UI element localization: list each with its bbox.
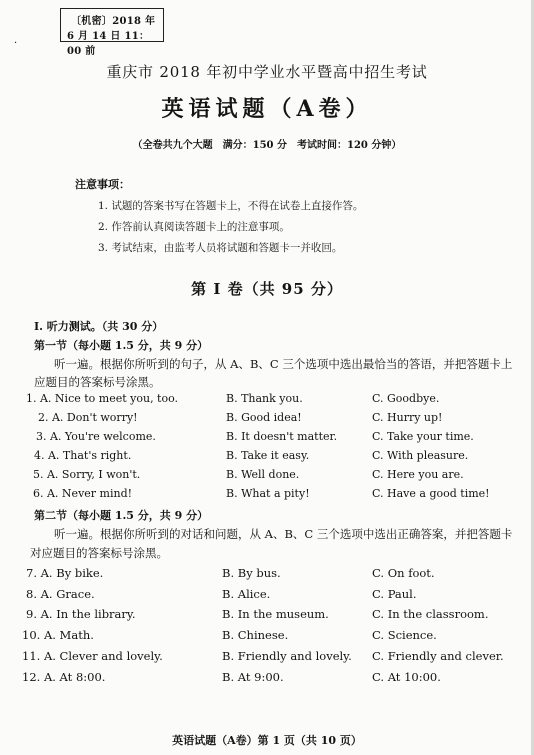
option-c: C. Take your time. [372, 430, 474, 443]
option-b: B. At 9:00. [222, 670, 284, 684]
notice-item-1: 1. 试题的答案书写在答题卡上，不得在试卷上直接作答。 [98, 200, 364, 212]
section-2-instruction: 听一遍。根据你所听到的对话和问题，从 A、B、C 三个选项中选出正确答案，并把答题卡 [54, 527, 513, 541]
option-c: C. With pleasure. [372, 449, 469, 462]
part-title: 第 Ⅰ 卷（共 95 分） [191, 280, 343, 298]
option-b: B. By bus. [222, 566, 281, 580]
confidential-line-2: 6 月 14 日 11：00 前 [67, 31, 150, 57]
option-c: C. At 10:00. [372, 670, 441, 684]
option-c: C. Here you are. [372, 468, 464, 481]
option-a: 7. A. By bike. [26, 566, 104, 580]
option-b: B. Thank you. [226, 392, 303, 405]
option-a: 11. A. Clever and lovely. [22, 649, 163, 663]
option-b: B. Good idea! [226, 411, 302, 424]
option-a: 9. A. In the library. [26, 607, 136, 621]
option-a: 5. A. Sorry, I won't. [33, 468, 141, 481]
notice-item-2: 2. 作答前认真阅读答题卡上的注意事项。 [98, 221, 290, 233]
option-b: B. Well done. [226, 468, 300, 481]
option-b: B. Take it easy. [226, 449, 310, 462]
option-b: B. It doesn't matter. [226, 430, 338, 443]
option-c: C. On foot. [372, 566, 435, 580]
option-c: C. Hurry up! [372, 411, 443, 424]
option-a: 2. A. Don't worry! [38, 411, 138, 424]
section-1-heading: 第一节（每小题 1.5 分，共 9 分） [34, 339, 209, 352]
option-b: B. Chinese. [222, 628, 289, 642]
option-a: 10. A. Math. [22, 628, 94, 642]
notice-heading: 注意事项： [75, 178, 130, 191]
section-2-heading: 第二节（每小题 1.5 分，共 9 分） [34, 509, 209, 522]
section-1-instruction-cont: 应题目的答案标号涂黑。 [34, 375, 161, 389]
paper-title: 英语试题（A卷） [161, 96, 373, 122]
option-c: C. Paul. [372, 587, 417, 601]
option-b: B. In the museum. [222, 607, 329, 621]
option-a: 6. A. Never mind! [33, 487, 133, 500]
paper-info: （全卷共九个大题 满分：150 分 考试时间：120 分钟） [132, 140, 402, 151]
option-c: C. Goodbye. [372, 392, 440, 405]
option-c: C. Friendly and clever. [372, 649, 504, 663]
option-c: C. Have a good time! [372, 487, 490, 500]
option-c: C. Science. [372, 628, 437, 642]
option-a: 4. A. That's right. [34, 449, 132, 462]
confidential-line-1: 〔机密〕2018 年 [71, 16, 156, 27]
confidential-box [60, 8, 164, 57]
exam-title: 重庆市 2018 年初中学业水平暨高中招生考试 [106, 63, 428, 81]
section-1-instruction: 听一遍。根据你所听到的句子，从 A、B、C 三个选项中选出最恰当的答语，并把答题卡上 [54, 357, 513, 371]
question-heading-listening: Ⅰ. 听力测试。（共 30 分） [34, 320, 164, 333]
page-footer: 英语试题（A卷）第 1 页（共 10 页） [172, 734, 362, 747]
scan-speck: · [14, 38, 18, 49]
option-c: C. In the classroom. [372, 607, 489, 621]
option-b: B. What a pity! [226, 487, 310, 500]
option-b: B. Alice. [222, 587, 271, 601]
option-a: 8. A. Grace. [26, 587, 95, 601]
section-2-instruction-cont: 对应题目的答案标号涂黑。 [30, 546, 168, 560]
option-a: 1. A. Nice to meet you, too. [26, 392, 179, 405]
option-a: 12. A. At 8:00. [22, 670, 106, 684]
option-a: 3. A. You're welcome. [36, 430, 156, 443]
notice-item-3: 3. 考试结束，由监考人员将试题和答题卡一并收回。 [98, 242, 343, 254]
option-b: B. Friendly and lovely. [222, 649, 352, 663]
